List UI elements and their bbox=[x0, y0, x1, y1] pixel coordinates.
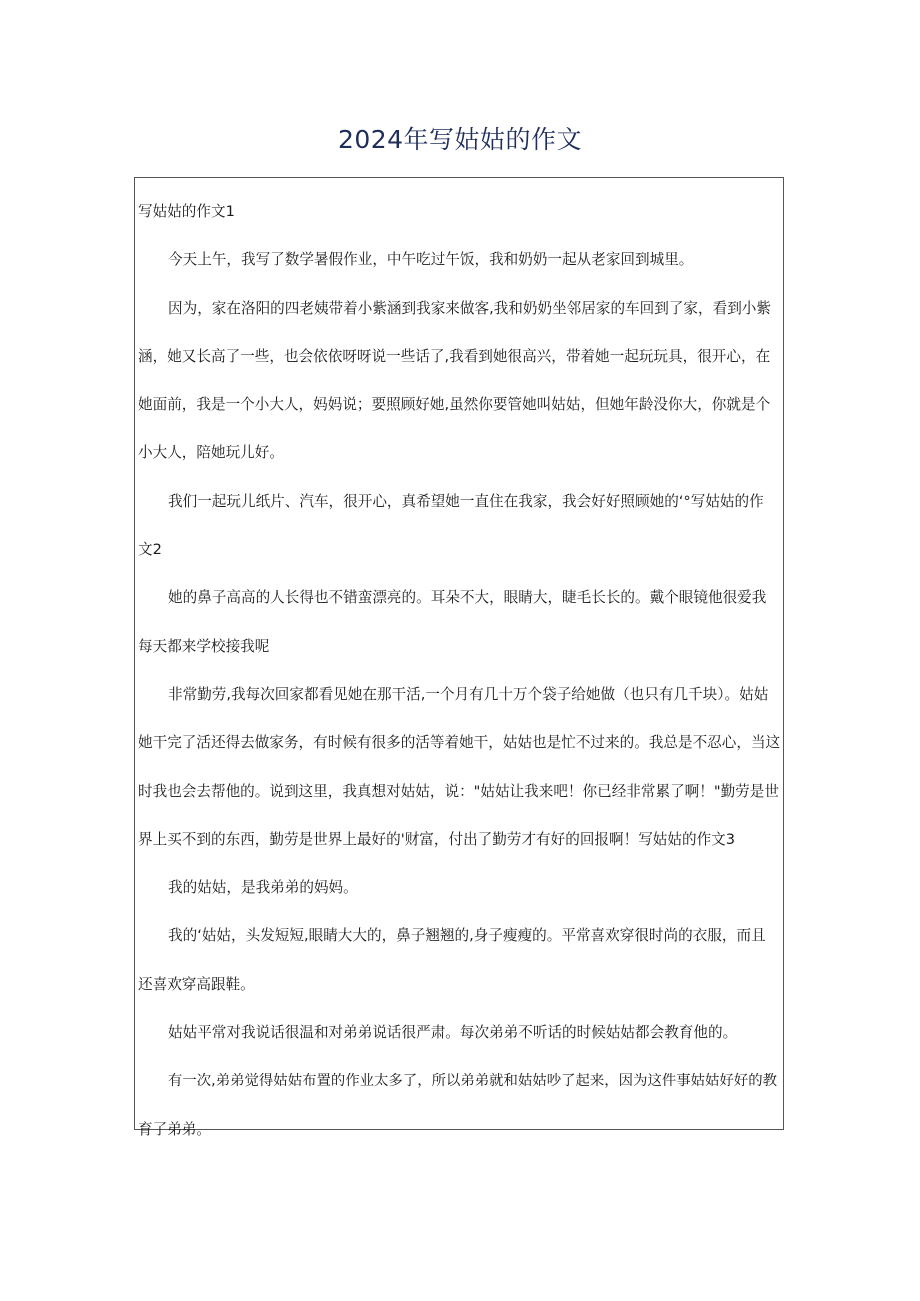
text-line: 时我也会去帮他的。说到这里，我真想对姑姑，说："姑姑让我来吧！你已经非常累了啊！"勤劳是世 bbox=[138, 782, 779, 800]
text-line: 我们一起玩儿纸片、汽车，很开心，真希望她一直住在我家，我会好好照顾她的‘°写姑姑的作 bbox=[168, 492, 764, 510]
text-line: 我的‘姑姑，头发短短,眼睛大大的，鼻子翘翘的,身子瘦瘦的。平常喜欢穿很时尚的衣服，而且 bbox=[168, 927, 766, 945]
text-line: 姑姑平常对我说话很温和对弟弟说话很严肃。每次弟弟不听话的时候姑姑都会教育他的。 bbox=[168, 1024, 738, 1042]
text-line: 小大人，陪她玩儿好。 bbox=[138, 444, 284, 462]
text-line: 写姑姑的作文1 bbox=[138, 203, 235, 220]
page-title: 2024年写姑姑的作文 bbox=[337, 125, 583, 154]
text-line: 还喜欢穿高跟鞋。 bbox=[138, 975, 255, 993]
text-line: 她面前，我是一个小大人，妈妈说；要照顾好她,虽然你要管她叫姑姑，但她年龄没你大，你就是个 bbox=[138, 396, 771, 414]
text-line: 非常勤劳,我每次回家都看见她在那干活,一个月有几十万个袋子给她做（也只有几千块）。姑姑 bbox=[168, 685, 769, 703]
text-line: 有一次,弟弟觉得姑姑布置的作业太多了，所以弟弟就和姑姑吵了起来，因为这件事姑姑好好的教 bbox=[168, 1073, 777, 1090]
content-box bbox=[134, 177, 784, 1138]
text-line: 育了弟弟。 bbox=[138, 1120, 211, 1138]
text-line: 文2 bbox=[138, 541, 162, 559]
text-line: 界上买不到的东西，勤劳是世界上最好的'财富，付出了勤劳才有好的回报啊！写姑姑的作文3 bbox=[138, 830, 736, 848]
text-line: 她的鼻子高高的人长得也不错蛮漂亮的。耳朵不大，眼睛大，睫毛长长的。戴个眼镜他很爱我 bbox=[168, 589, 767, 607]
text-line: 涵，她又长高了一些，也会依依呀呀说一些话了,我看到她很高兴，带着她一起玩玩具，很开心，在 bbox=[138, 347, 771, 365]
text-line: 今天上午，我写了数学暑假作业，中午吃过午饭，我和奶奶一起从老家回到城里。 bbox=[168, 251, 694, 269]
content-body bbox=[138, 188, 780, 1154]
text-line: 每天都来学校接我呢 bbox=[138, 637, 270, 655]
text-line: 我的姑姑，是我弟弟的妈妈。 bbox=[168, 879, 358, 897]
text-line: 因为，家在洛阳的四老姨带着小紫涵到我家来做客,我和奶奶坐邻居家的车回到了家，看到小紫 bbox=[168, 299, 771, 317]
text-line: 她干完了活还得去做家务，有时候有很多的活等着她干，姑姑也是忙不过来的。我总是不忍心，当这 bbox=[138, 734, 781, 752]
